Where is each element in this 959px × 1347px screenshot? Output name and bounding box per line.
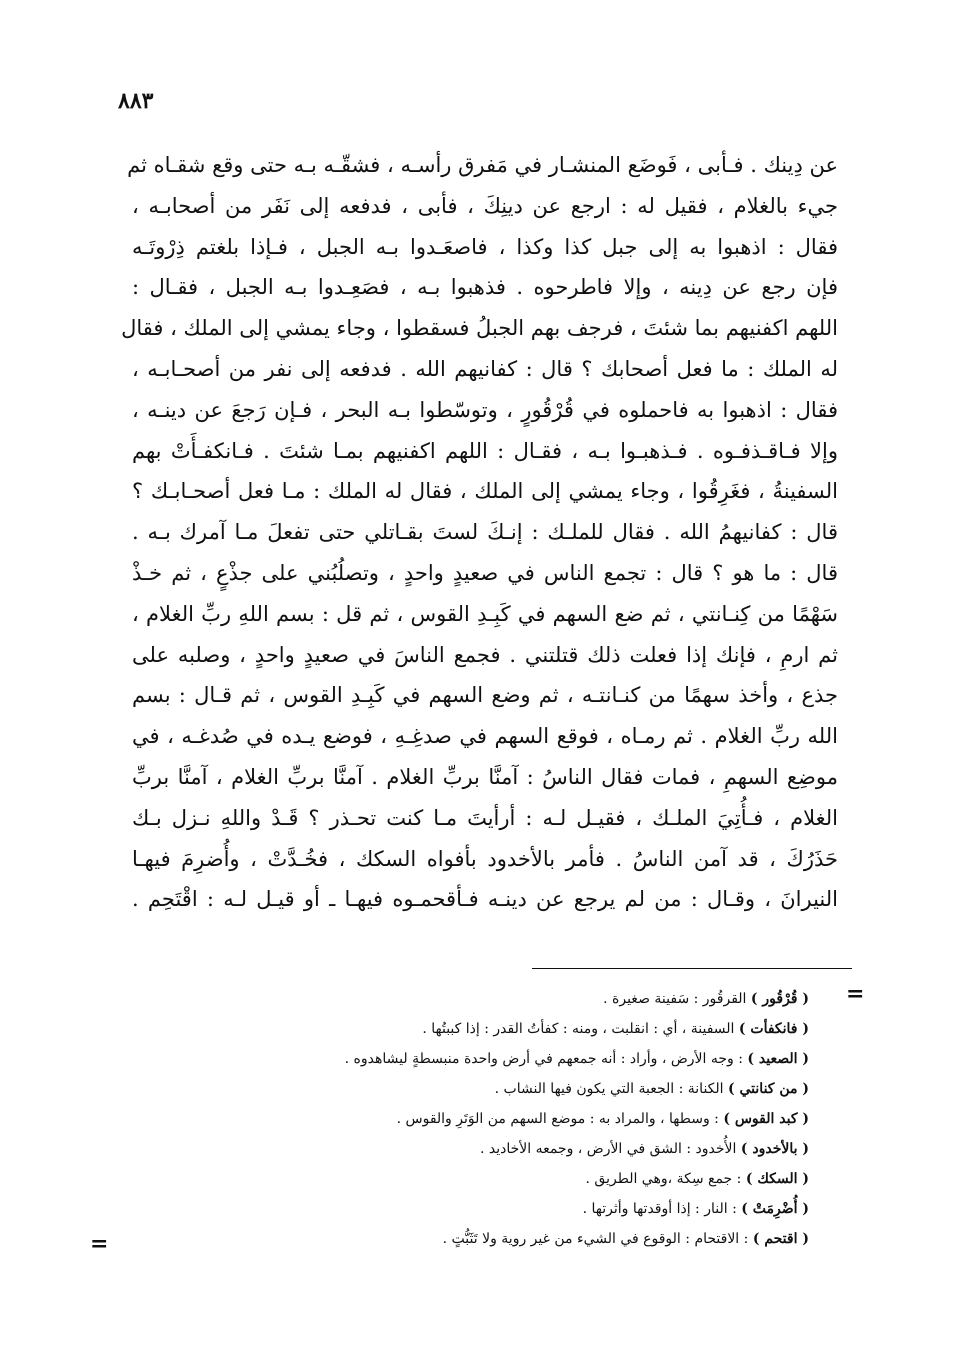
body-line: ثم ارمِ ، فإنك إذا فعلت ذلك قتلتني . فجمع الناسَ في صعيدٍ واحدٍ ، وصلبه على: [132, 642, 838, 667]
body-line: حَذَرُكَ ، قد آمن الناسُ . فأمر بالأخدود بأفواه السكك ، فخُـدَّتْ ، وأُضرِمَ فيهـا: [132, 846, 838, 871]
body-line: له الملك : ما فعل أصحابك ؟ قال : كفانيهم الله . فدفعه إلى نفر من أصحـابـه ،: [132, 356, 838, 381]
continuation-mark-bottom: =: [90, 1231, 109, 1257]
footnote-text: : النار : إذا أوقدتها وأثرتها .: [582, 1201, 742, 1217]
footnote-term: ( اقتحم ): [752, 1231, 809, 1247]
footnote: [249, 1224, 809, 1254]
body-line: السفينةُ ، فغَرِقُوا ، وجاء يمشي إلى الملك ، فقال له الملك : مـا فعل أصحـابـك ؟: [132, 479, 838, 504]
footnote-term: ( فانكفأت ): [738, 1021, 809, 1037]
body-line: قال : كفانيهمُ الله . فقال للملـك : إنـكَ لستَ بقـاتلي حتى تفعلَ مـا آمرك بـه .: [132, 520, 838, 545]
body-line: اللهم اكفنيهم بما شئتَ ، فرجف بهم الجبلُ فسقطوا ، وجاء يمشي إلى الملك ، فقال: [121, 316, 838, 341]
body-line: عن دِينك . فـأبى ، فَوضَع المنشـار في مَفرق رأسـه ، فشقّـه بـه حتى وقع شقـاه ثم: [127, 153, 838, 177]
footnote-text: الأُخدود : الشق في الأرض ، وجمعه الأخاديد .: [479, 1141, 741, 1157]
body-line: جذع ، وأخذ سهمًا من كنـانتـه ، ثم وضع السهم في كَبِـدِ القوس ، ثم قـال : بسم: [132, 683, 838, 708]
body-line: وإلا فـاقـذفـوه . فـذهبـوا بـه ، فقـال : اللهم اكفنيهم بمـا شئتَ . فـانكفـأَتْ بهم: [132, 438, 838, 463]
footnote-term: ( الصعيد ): [747, 1051, 809, 1067]
footnote-term: ( من كنانتي ): [728, 1081, 809, 1097]
footnote-text: : وسطها ، والمراد به : موضع السهم من الوَتَرِ والقوس .: [396, 1111, 724, 1127]
body-line: جيء بالغلام ، فقيل له : ارجع عن دينِكَ ، فأبى ، فدفعه إلى نَفَر من أصحابـه ،: [132, 193, 838, 218]
footnote: [249, 984, 809, 1014]
footnote: [249, 1044, 809, 1074]
body-line: النيرانَ ، وقـال : من لم يرجع عن دينـه فـأقحمـوه فيهـا ـ أو قيـل لـه : اقْتَحِم .: [132, 887, 838, 912]
footnote-text: الكنانة : الجعبة التي يكون فيها النشاب .: [494, 1081, 729, 1097]
footnote-text: السفينة ، أي : انقلبت ، ومنه : كفأتُ القدر : إذا كببتُها .: [422, 1021, 739, 1037]
footnote: [249, 1134, 809, 1164]
footnote-text: القرقُور : سَفينة صغيرة .: [603, 991, 751, 1007]
body-line: الغلام ، فـأُتِيَ الملـك ، فقيـل لـه : أرأيتَ مـا كنت تحـذر ؟ قَـدْ واللهِ نـزل بـك: [132, 805, 838, 830]
body-line: فإن رجع عن دِينه ، وإلا فاطرحوه . فذهبوا بـه ، فصَعِـدوا بـه الجبل ، فقـال :: [132, 275, 838, 300]
footnote-text: : جمع سِكة ،وهي الطريق .: [585, 1171, 746, 1187]
footnote-text: : وجه الأرض ، وأراد : أنه جمعهم في أرض واحدة منبسطةٍ ليشاهدوه .: [344, 1051, 748, 1067]
body-line: فقال : اذهبوا به فاحملوه في قُرْقُورٍ ، وتوسّطوا بـه البحر ، فـإن رَجعَ عن دينـه ،: [132, 397, 838, 422]
footnote-text: : الاقتحام : الوقوع في الشيء من غير روية ولا تَثَبُّتٍ .: [442, 1231, 753, 1247]
body-text: [121, 145, 838, 920]
continuation-mark-top: =: [846, 981, 865, 1007]
footnote: [249, 1074, 809, 1104]
body-line: سَهْمًا من كِنـانتي ، ثم ضع السهم في كَبِـدِ القوس ، ثم قل : بسم اللهِ ربِّ الغلام ،: [132, 601, 838, 626]
footnote: [249, 1104, 809, 1134]
footnote: [249, 1164, 809, 1194]
body-line: الله ربِّ الغلام . ثم رمـاه ، فوقع السهم في صدغِـهِ ، فوضع يـده في صُدغـه ، في: [132, 724, 838, 749]
footnote: [249, 1014, 809, 1044]
footnote-term: ( كبد القوس ): [723, 1111, 809, 1127]
body-line: قال : ما هو ؟ قال : تجمع الناس في صعيدٍ واحدٍ ، وتصلُبُني على جذْعٍ ، ثم خـذْ: [132, 560, 838, 585]
footnote-term: ( بالأخدود ): [740, 1141, 809, 1157]
footnote: [249, 1194, 809, 1224]
footnote-term: ( أُضْرِمَتْ ): [741, 1201, 809, 1217]
footnote-term: ( السكك ): [745, 1171, 809, 1187]
footnote-term: ( قُرْقُور ): [750, 991, 809, 1007]
page-number: ٨٨٣: [118, 88, 154, 114]
body-line: موضِع السهمِ ، فمات فقال الناسُ : آمنَّا بربِّ الغلام . آمنَّا بربِّ الغلام ، آمنَّا بربِّ: [132, 764, 838, 789]
body-line: فقال : اذهبوا به إلى جبل كذا وكذا ، فاصعَـدوا بـه الجبل ، فـإذا بلغتم ذِرْوتَـه: [132, 234, 838, 259]
footnotes: [249, 984, 809, 1254]
footnote-divider: [532, 968, 852, 969]
